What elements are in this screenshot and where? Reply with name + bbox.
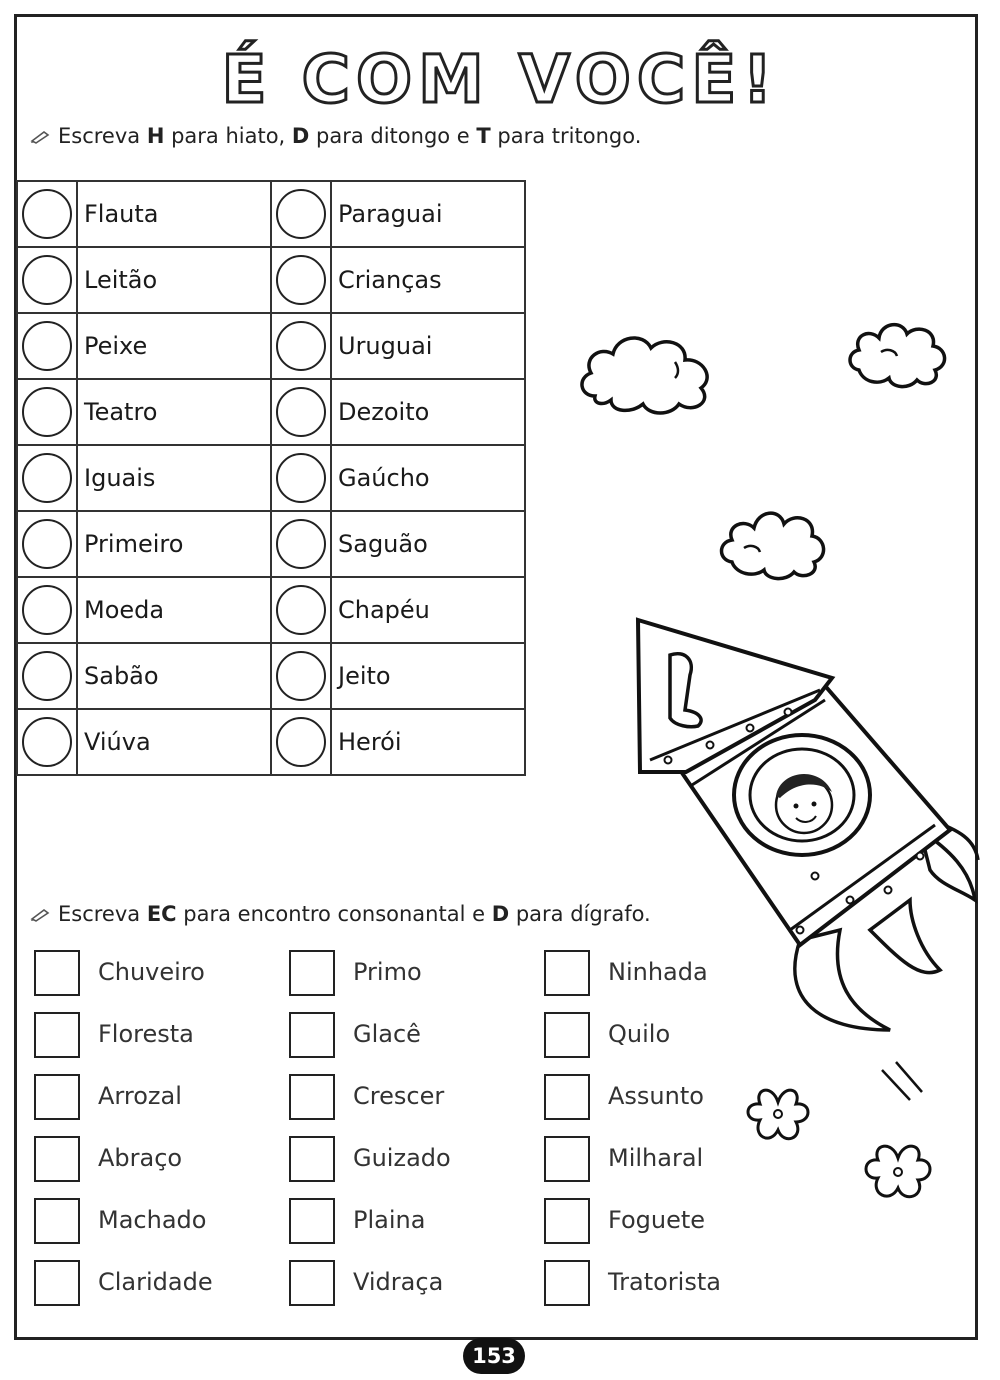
word-cell: Jeito (331, 643, 525, 709)
word-cell: Uruguai (331, 313, 525, 379)
word-label: Guizado (353, 1144, 451, 1172)
word-label: Chuveiro (98, 958, 205, 986)
instruction-1: Escreva H para hiato, D para ditongo e T para tritongo. (30, 124, 641, 149)
answer-cell (17, 709, 77, 775)
answer-cell (271, 577, 331, 643)
answer-box[interactable] (34, 1074, 80, 1120)
word-label: Plaina (353, 1206, 426, 1234)
table-row (17, 181, 525, 247)
word-label: Glacê (353, 1020, 421, 1048)
word-cell: Chapéu (331, 577, 525, 643)
word-cell: Viúva (77, 709, 271, 775)
list-item (34, 1012, 274, 1060)
word-label: Crescer (353, 1082, 445, 1110)
list-item (289, 1012, 529, 1060)
word-label: Arrozal (98, 1082, 182, 1110)
list-item (34, 1198, 274, 1246)
word-label: Ninhada (608, 958, 708, 986)
answer-box[interactable] (544, 1136, 590, 1182)
cloud-icon (716, 500, 831, 582)
answer-circle[interactable] (22, 255, 72, 305)
page-title-text: É COM VOCÊ! (221, 41, 779, 118)
answer-circle[interactable] (276, 387, 326, 437)
page-title (221, 28, 779, 118)
list-item (289, 1136, 529, 1184)
answer-box[interactable] (34, 1198, 80, 1244)
table-row (17, 511, 525, 577)
answer-box[interactable] (544, 1198, 590, 1244)
word-label: Floresta (98, 1020, 194, 1048)
answer-cell (17, 577, 77, 643)
answer-cell (271, 643, 331, 709)
word-cell: Flauta (77, 181, 271, 247)
word-label: Claridade (98, 1268, 213, 1296)
word-cell: Dezoito (331, 379, 525, 445)
answer-box[interactable] (544, 1074, 590, 1120)
table-row (17, 445, 525, 511)
answer-cell (271, 709, 331, 775)
answer-cell (17, 247, 77, 313)
word-cell: Gaúcho (331, 445, 525, 511)
answer-circle[interactable] (276, 453, 326, 503)
answer-cell (271, 313, 331, 379)
answer-box[interactable] (289, 1260, 335, 1306)
cloud-icon (845, 312, 950, 390)
word-label: Milharal (608, 1144, 704, 1172)
answer-cell (17, 313, 77, 379)
answer-box[interactable] (34, 1136, 80, 1182)
answer-circle[interactable] (22, 717, 72, 767)
answer-circle[interactable] (22, 651, 72, 701)
list-item (34, 1074, 274, 1122)
answer-box[interactable] (289, 950, 335, 996)
answer-box[interactable] (34, 950, 80, 996)
list-item (34, 950, 274, 998)
answer-box[interactable] (289, 1136, 335, 1182)
list-item (544, 1198, 784, 1246)
word-cell: Peixe (77, 313, 271, 379)
answer-circle[interactable] (22, 387, 72, 437)
answer-box[interactable] (34, 1260, 80, 1306)
word-label: Primo (353, 958, 422, 986)
pencil-icon (30, 125, 50, 149)
list-item (289, 1198, 529, 1246)
answer-box[interactable] (544, 950, 590, 996)
word-cell: Moeda (77, 577, 271, 643)
table-row (17, 577, 525, 643)
answer-cell (271, 379, 331, 445)
word-label: Vidraça (353, 1268, 444, 1296)
table-row (17, 313, 525, 379)
word-cell: Saguão (331, 511, 525, 577)
word-label: Assunto (608, 1082, 704, 1110)
answer-box[interactable] (289, 1012, 335, 1058)
answer-cell (271, 247, 331, 313)
answer-box[interactable] (544, 1012, 590, 1058)
word-label: Abraço (98, 1144, 183, 1172)
answer-circle[interactable] (22, 321, 72, 371)
word-cell: Herói (331, 709, 525, 775)
word-cell: Sabão (77, 643, 271, 709)
answer-circle[interactable] (276, 519, 326, 569)
list-item (34, 1136, 274, 1184)
answer-box[interactable] (34, 1012, 80, 1058)
page-number: 153 (463, 1338, 525, 1374)
answer-cell (271, 181, 331, 247)
answer-circle[interactable] (22, 189, 72, 239)
answer-cell (17, 379, 77, 445)
pencil-icon (30, 903, 50, 927)
rocket-illustration (620, 600, 990, 1100)
answer-cell (17, 643, 77, 709)
word-cell: Leitão (77, 247, 271, 313)
answer-cell (271, 511, 331, 577)
word-label: Tratorista (608, 1268, 721, 1296)
word-label: Machado (98, 1206, 207, 1234)
table-row (17, 247, 525, 313)
answer-circle[interactable] (276, 189, 326, 239)
list-item (34, 1260, 274, 1308)
answer-circle[interactable] (276, 717, 326, 767)
cloud-icon (575, 318, 720, 418)
word-cell: Paraguai (331, 181, 525, 247)
answer-box[interactable] (289, 1074, 335, 1120)
answer-cell (17, 181, 77, 247)
answer-circle[interactable] (276, 651, 326, 701)
table-row (17, 709, 525, 775)
answer-box[interactable] (289, 1198, 335, 1244)
answer-circle[interactable] (22, 519, 72, 569)
list-item (289, 950, 529, 998)
answer-circle[interactable] (276, 585, 326, 635)
flower-icon (860, 1136, 936, 1208)
list-item (289, 1074, 529, 1122)
instruction-2: Escreva EC para encontro consonantal e D para dígrafo. (30, 902, 651, 927)
answer-cell (17, 511, 77, 577)
table-row (17, 379, 525, 445)
answer-cell (17, 445, 77, 511)
answer-cell (271, 445, 331, 511)
word-cell: Crianças (331, 247, 525, 313)
word-cell: Teatro (77, 379, 271, 445)
answer-circle[interactable] (22, 585, 72, 635)
word-cell: Iguais (77, 445, 271, 511)
answer-circle[interactable] (276, 255, 326, 305)
word-label: Foguete (608, 1206, 706, 1234)
table-row (17, 643, 525, 709)
word-cell: Primeiro (77, 511, 271, 577)
hiato-table (16, 180, 526, 776)
list-item (289, 1260, 529, 1308)
answer-circle[interactable] (22, 453, 72, 503)
answer-circle[interactable] (276, 321, 326, 371)
answer-box[interactable] (544, 1260, 590, 1306)
word-label: Quilo (608, 1020, 671, 1048)
list-item (544, 1260, 784, 1308)
